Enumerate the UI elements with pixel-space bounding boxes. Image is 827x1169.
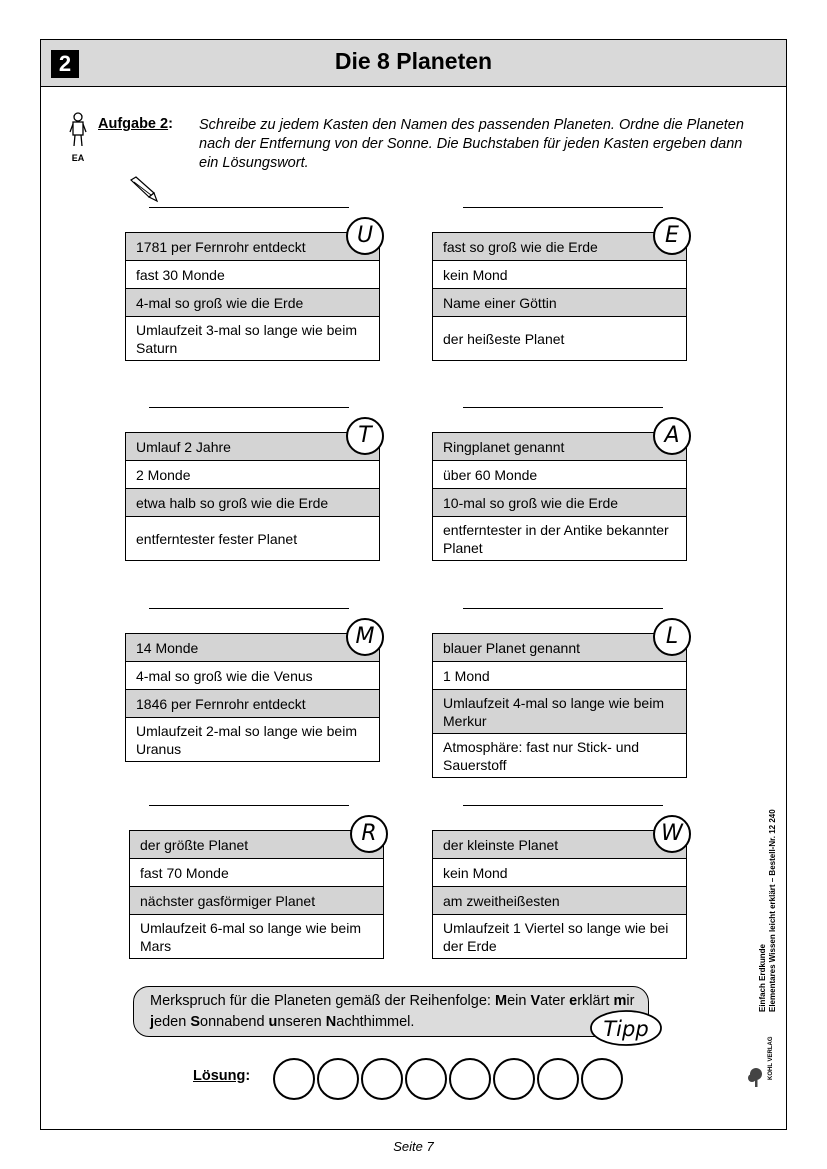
planet-card — [432, 830, 687, 959]
card-fact: Atmosphäre: fast nur Stick- und Sauerstoff — [443, 738, 640, 773]
solution-letter-circle[interactable] — [361, 1058, 403, 1100]
solution-letter-circle[interactable] — [273, 1058, 315, 1100]
page-title: Die 8 Planeten — [334, 48, 493, 74]
worksheet-header — [41, 40, 786, 87]
card-letter-badge: W — [653, 815, 691, 853]
card-letter-badge: A — [653, 417, 691, 455]
card-fact: etwa halb so groß wie die Erde — [126, 489, 379, 517]
card-fact: Name einer Göttin — [433, 289, 686, 317]
answer-line[interactable] — [463, 805, 663, 806]
card-fact: 1781 per Fernrohr entdeckt — [126, 233, 379, 261]
answer-line[interactable] — [463, 407, 663, 408]
planet-card — [125, 432, 380, 561]
card-fact: 4-mal so groß wie die Erde — [126, 289, 379, 317]
pencil-icon — [127, 176, 159, 204]
task-label: Aufgabe 2: — [98, 116, 173, 132]
mnemonic-text: Merkspruch für die Planeten gemäß der Reihenfolge: Mein Vater erklärt mir jeden Sonnabend unseren Nachthimmel. — [150, 993, 635, 1030]
task-instructions: Schreibe zu jedem Kasten den Namen des passenden Planeten. Ordne die Planeten nach der Entfernung von der Sonne. Die Buchstaben für jeden Kasten ergeben dann ein Lösungswort. — [199, 117, 744, 171]
card-letter-badge: E — [653, 217, 691, 255]
card-fact: kein Mond — [433, 261, 686, 289]
card-fact: blauer Planet genannt — [433, 634, 686, 662]
card-fact: der größte Planet — [130, 831, 383, 859]
svg-text:Tipp: Tipp — [603, 1017, 649, 1041]
card-fact: der kleinste Planet — [433, 831, 686, 859]
answer-line[interactable] — [149, 805, 349, 806]
card-fact: Umlauf 2 Jahre — [126, 433, 379, 461]
card-fact: über 60 Monde — [433, 461, 686, 489]
planet-card — [432, 232, 687, 361]
card-fact: Umlaufzeit 6-mal so lange wie beim Mars — [140, 919, 361, 954]
card-fact: fast so groß wie die Erde — [433, 233, 686, 261]
planet-card — [129, 830, 384, 959]
card-fact: 1 Mond — [433, 662, 686, 690]
solution-letter-circle[interactable] — [493, 1058, 535, 1100]
tree-logo-icon — [746, 1066, 768, 1088]
card-fact: Umlaufzeit 4-mal so lange wie beim Merkur — [433, 690, 686, 734]
mnemonic-box — [133, 986, 649, 1037]
section-number: 2 — [51, 50, 79, 78]
work-mode-label: EA — [71, 153, 85, 163]
solution-letter-circle[interactable] — [581, 1058, 623, 1100]
answer-line[interactable] — [463, 207, 663, 208]
card-fact: kein Mond — [433, 859, 686, 887]
card-letter-badge: R — [350, 815, 388, 853]
card-letter-badge: U — [346, 217, 384, 255]
card-fact: Umlaufzeit 1 Viertel so lange wie bei der Erde — [443, 919, 669, 954]
card-fact: entferntester in der Antike bekannter Planet — [443, 521, 669, 556]
card-letter-badge: M — [346, 618, 384, 656]
card-fact: Ringplanet genannt — [433, 433, 686, 461]
solution-label: Lösung: — [193, 1068, 251, 1084]
card-fact: 14 Monde — [126, 634, 379, 662]
planet-card — [125, 232, 380, 361]
card-fact: 10-mal so groß wie die Erde — [433, 489, 686, 517]
planet-card — [432, 432, 687, 561]
card-fact: Umlaufzeit 3-mal so lange wie beim Saturn — [136, 321, 357, 356]
solution-letter-circle[interactable] — [449, 1058, 491, 1100]
answer-line[interactable] — [463, 608, 663, 609]
planet-card — [125, 633, 380, 762]
card-fact: fast 70 Monde — [130, 859, 383, 887]
card-fact: Umlaufzeit 2-mal so lange wie beim Uranus — [136, 722, 357, 757]
worksheet-frame — [40, 39, 787, 1130]
card-letter-badge: T — [346, 417, 384, 455]
publisher-name: KOHL VERLAG — [768, 1036, 774, 1080]
card-fact: 4-mal so groß wie die Venus — [126, 662, 379, 690]
card-fact: nächster gasförmiger Planet — [130, 887, 383, 915]
answer-line[interactable] — [149, 207, 349, 208]
card-fact: am zweitheißesten — [433, 887, 686, 915]
page-number: Seite 7 — [393, 1139, 434, 1154]
solution-letter-circle[interactable] — [537, 1058, 579, 1100]
solution-letter-circle[interactable] — [405, 1058, 447, 1100]
series-title: Einfach Erdkunde — [758, 943, 767, 1012]
card-fact: entferntester fester Planet — [136, 530, 298, 547]
card-fact: fast 30 Monde — [126, 261, 379, 289]
solution-letter-circle[interactable] — [317, 1058, 359, 1100]
card-letter-badge: L — [653, 618, 691, 656]
planet-card — [432, 633, 687, 778]
series-subtitle: Elementares Wissen leicht erklärt – Bestell-Nr. 12 240 — [768, 809, 777, 1012]
card-fact: 1846 per Fernrohr entdeckt — [126, 690, 379, 718]
card-fact: 2 Monde — [126, 461, 379, 489]
card-fact: der heißeste Planet — [443, 330, 565, 347]
answer-line[interactable] — [149, 608, 349, 609]
single-work-icon — [67, 112, 89, 164]
tip-badge — [589, 1008, 663, 1048]
answer-line[interactable] — [149, 407, 349, 408]
